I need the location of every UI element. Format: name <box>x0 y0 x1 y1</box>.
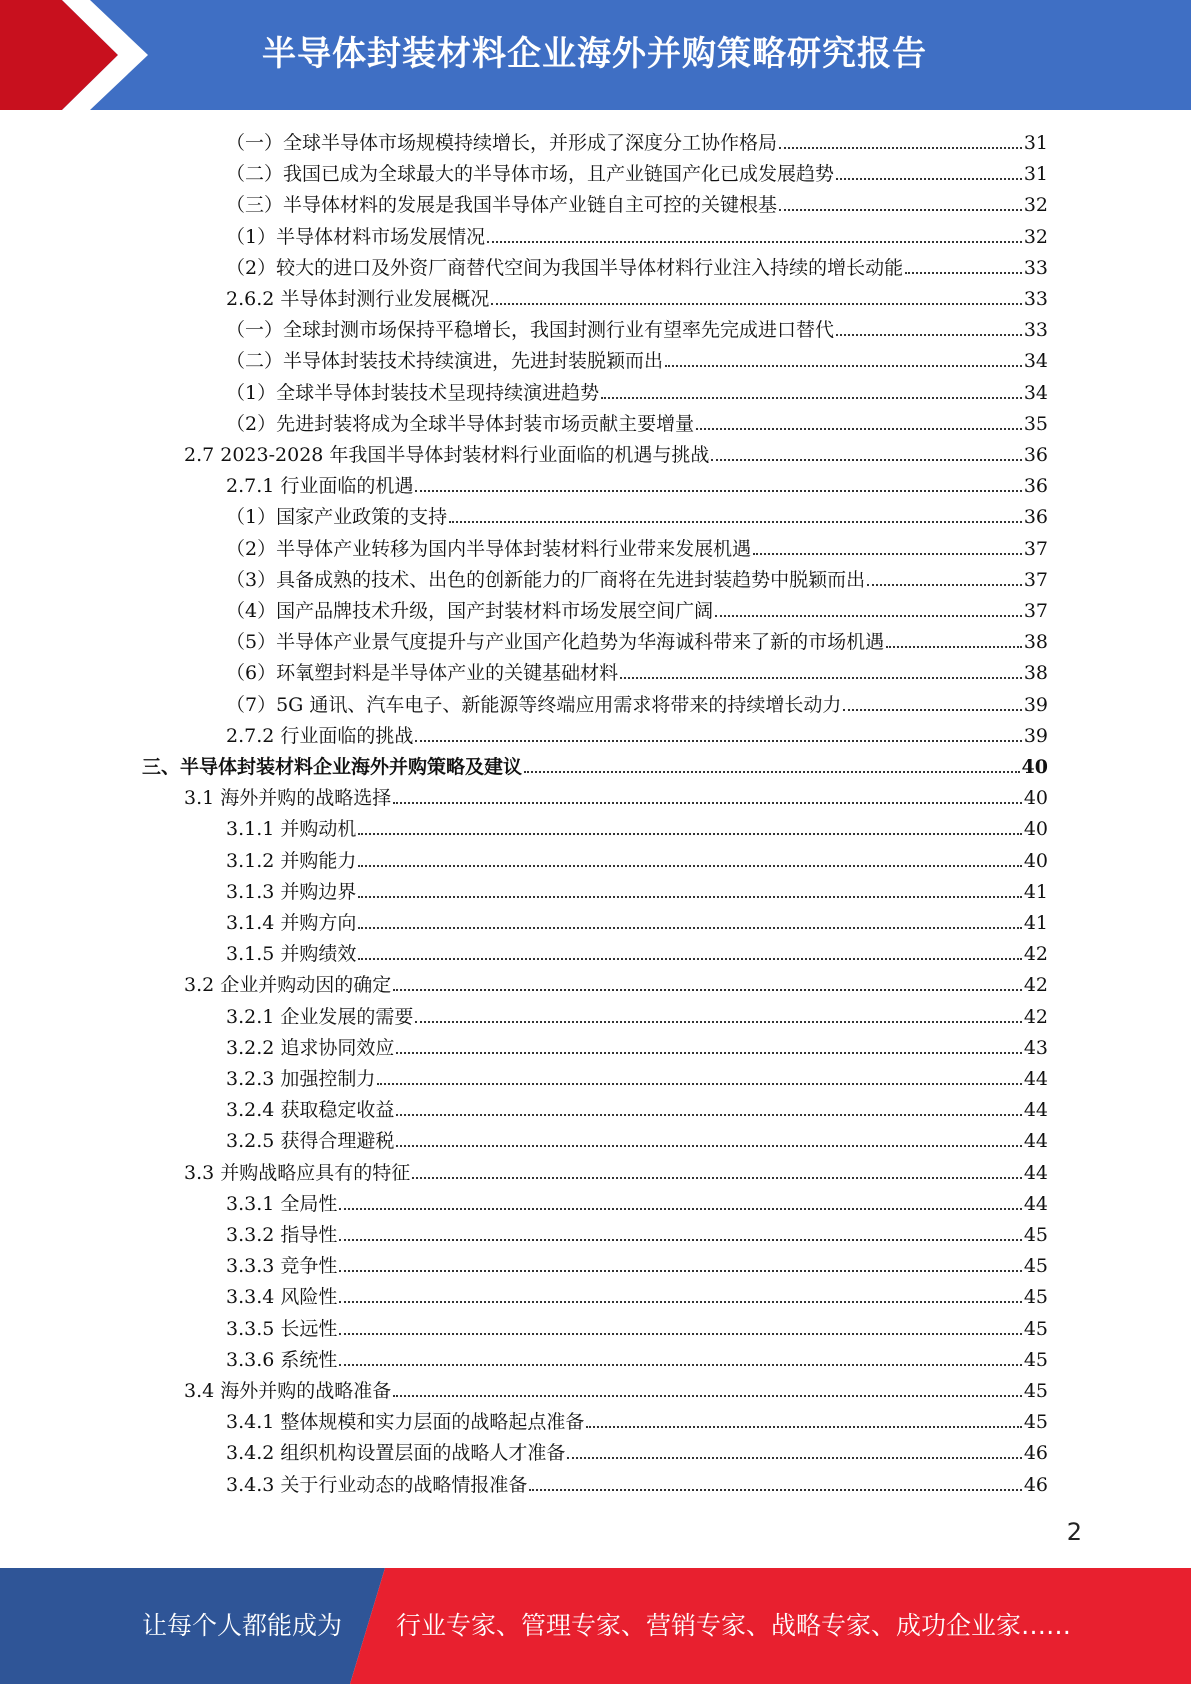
toc-entry[interactable] <box>184 1158 1048 1189</box>
toc-dot-leader <box>393 1394 1022 1397</box>
toc-entry-page: 42 <box>1023 1006 1048 1028</box>
toc-entry-page: 44 <box>1023 1068 1048 1090</box>
toc-entry-page: 34 <box>1023 350 1048 372</box>
toc-dot-leader <box>711 458 1021 461</box>
toc-entry[interactable] <box>184 783 1048 814</box>
toc-entry-title: 3.4 海外并购的战略准备 <box>184 1380 392 1402</box>
toc-entry-page: 37 <box>1023 538 1048 560</box>
toc-entry[interactable] <box>184 970 1048 1001</box>
toc-entry-page: 42 <box>1023 943 1048 965</box>
toc-dot-leader <box>339 1207 1021 1210</box>
toc-dot-leader <box>836 333 1022 336</box>
toc-entry[interactable] <box>226 378 1048 409</box>
toc-entry-title: 2.7 2023-2028 年我国半导体封装材料行业面临的机遇与挑战 <box>184 444 710 466</box>
toc-entry-page: 32 <box>1023 194 1048 216</box>
toc-entry[interactable] <box>226 409 1048 440</box>
toc-entry[interactable] <box>226 658 1048 689</box>
toc-dot-leader <box>905 271 1022 274</box>
footer-slogan-left: 让每个人都能成为 <box>142 1611 343 1640</box>
toc-entry[interactable] <box>226 846 1048 877</box>
toc-entry[interactable] <box>226 1470 1048 1501</box>
toc-dot-leader <box>487 240 1022 243</box>
toc-entry-title: 3.2.1 企业发展的需要 <box>226 1006 414 1028</box>
toc-entry-title: 3.3.1 全局性 <box>226 1193 338 1215</box>
toc-entry[interactable] <box>226 284 1048 315</box>
toc-entry-title: （一）全球封测市场保持平稳增长，我国封测行业有望率先完成进口替代 <box>226 319 835 341</box>
toc-dot-leader <box>715 614 1022 617</box>
toc-entry-title: （5）半导体产业景气度提升与产业国产化趋势为华海诚科带来了新的市场机遇 <box>226 631 885 653</box>
header-arrow-decoration <box>0 0 160 110</box>
toc-entry-page: 39 <box>1023 694 1048 716</box>
toc-entry[interactable] <box>226 1345 1048 1376</box>
report-title: 半导体封装材料企业海外并购策略研究报告 <box>262 34 927 74</box>
page-number: 2 <box>1066 1518 1082 1546</box>
toc-dot-leader <box>396 1144 1021 1147</box>
toc-dot-leader <box>339 1269 1021 1272</box>
toc-entry-title: 3.1.1 并购动机 <box>226 818 357 840</box>
toc-entry[interactable] <box>226 534 1048 565</box>
toc-entry-page: 35 <box>1023 413 1048 435</box>
toc-entry-title: 2.7.1 行业面临的机遇 <box>226 475 414 497</box>
toc-entry[interactable] <box>226 1095 1048 1126</box>
toc-dot-leader <box>601 396 1022 399</box>
toc-entry[interactable] <box>226 1002 1048 1033</box>
toc-entry-title: （3）具备成熟的技术、出色的创新能力的厂商将在先进封装趋势中脱颖而出 <box>226 569 866 591</box>
toc-entry-title: （4）国产品牌技术升级，国产封装材料市场发展空间广阔 <box>226 600 714 622</box>
toc-entry-title: 3.3.2 指导性 <box>226 1224 338 1246</box>
toc-entry-title: 3.2.5 获得合理避税 <box>226 1130 395 1152</box>
toc-entry-page: 40 <box>1021 756 1048 778</box>
toc-entry[interactable] <box>226 939 1048 970</box>
toc-dot-leader <box>339 1300 1021 1303</box>
toc-entry-title: 3.2.4 获取稳定收益 <box>226 1099 395 1121</box>
toc-dot-leader <box>753 552 1022 555</box>
toc-dot-leader <box>358 926 1021 929</box>
toc-entry[interactable] <box>226 596 1048 627</box>
toc-dot-leader <box>665 364 1022 367</box>
toc-entry-page: 44 <box>1023 1162 1048 1184</box>
toc-dot-leader <box>358 957 1021 960</box>
toc-dot-leader <box>358 895 1021 898</box>
toc-entry[interactable] <box>226 1407 1048 1438</box>
toc-entry-page: 41 <box>1023 881 1048 903</box>
toc-entry[interactable] <box>226 471 1048 502</box>
toc-dot-leader <box>696 427 1022 430</box>
toc-entry[interactable] <box>226 253 1048 284</box>
toc-entry-title: 3.4.2 组织机构设置层面的战略人才准备 <box>226 1442 566 1464</box>
toc-entry-title: （三）半导体材料的发展是我国半导体产业链自主可控的关键根基 <box>226 194 778 216</box>
toc-entry-page: 34 <box>1023 382 1048 404</box>
toc-dot-leader <box>415 489 1021 492</box>
toc-entry[interactable] <box>184 1376 1048 1407</box>
toc-entry[interactable] <box>184 440 1048 471</box>
footer-slogan-right: 行业专家、管理专家、营销专家、战略专家、成功企业家…… <box>396 1611 1072 1640</box>
toc-entry-title: （7）5G 通讯、汽车电子、新能源等终端应用需求将带来的持续增长动力 <box>226 694 842 716</box>
toc-entry-title: 3.1.5 并购绩效 <box>226 943 357 965</box>
toc-entry-page: 42 <box>1023 974 1048 996</box>
toc-entry-page: 44 <box>1023 1099 1048 1121</box>
toc-dot-leader <box>412 1176 1022 1179</box>
toc-entry[interactable] <box>226 159 1048 190</box>
toc-entry-page: 43 <box>1023 1037 1048 1059</box>
toc-dot-leader <box>449 520 1022 523</box>
toc-entry[interactable] <box>226 128 1048 159</box>
toc-entry-page: 36 <box>1023 506 1048 528</box>
toc-entry-title: 3.2.3 加强控制力 <box>226 1068 376 1090</box>
toc-entry-title: （1）半导体材料市场发展情况 <box>226 226 486 248</box>
toc-dot-leader <box>415 739 1021 742</box>
toc-dot-leader <box>377 1082 1021 1085</box>
toc-entry-page: 38 <box>1023 662 1048 684</box>
toc-dot-leader <box>396 1051 1021 1054</box>
toc-dot-leader <box>529 1488 1021 1491</box>
toc-entry[interactable] <box>226 190 1048 221</box>
toc-entry[interactable] <box>226 721 1048 752</box>
toc-dot-leader <box>567 1456 1021 1459</box>
toc-entry[interactable] <box>226 1033 1048 1064</box>
toc-entry-title: （一）全球半导体市场规模持续增长，并形成了深度分工协作格局 <box>226 132 778 154</box>
toc-entry[interactable] <box>226 690 1048 721</box>
toc-entry-page: 33 <box>1023 257 1048 279</box>
toc-entry[interactable] <box>226 1282 1048 1313</box>
toc-dot-leader <box>779 208 1022 211</box>
toc-dot-leader <box>396 1113 1021 1116</box>
toc-dot-leader <box>586 1425 1021 1428</box>
toc-entry[interactable] <box>226 346 1048 377</box>
toc-entry-page: 45 <box>1023 1411 1048 1433</box>
toc-entry-page: 46 <box>1023 1442 1048 1464</box>
toc-entry-page: 45 <box>1023 1318 1048 1340</box>
toc-dot-leader <box>524 770 1020 773</box>
toc-entry-page: 40 <box>1023 787 1048 809</box>
toc-dot-leader <box>886 645 1022 648</box>
toc-entry-page: 37 <box>1023 569 1048 591</box>
toc-dot-leader <box>836 177 1022 180</box>
toc-entry-page: 39 <box>1023 725 1048 747</box>
toc-dot-leader <box>620 676 1022 679</box>
toc-entry-page: 37 <box>1023 600 1048 622</box>
toc-entry[interactable] <box>226 1438 1048 1469</box>
toc-dot-leader <box>393 988 1022 991</box>
toc-entry-title: 3.1 海外并购的战略选择 <box>184 787 392 809</box>
toc-entry-title: 3.4.1 整体规模和实力层面的战略起点准备 <box>226 1411 585 1433</box>
toc-entry-title: 2.7.2 行业面临的挑战 <box>226 725 414 747</box>
toc-entry[interactable] <box>226 565 1048 596</box>
toc-entry-page: 33 <box>1023 319 1048 341</box>
toc-entry[interactable] <box>226 908 1048 939</box>
toc-entry-title: （2）较大的进口及外资厂商替代空间为我国半导体材料行业注入持续的增长动能 <box>226 257 904 279</box>
toc-entry[interactable] <box>226 1251 1048 1282</box>
toc-dot-leader <box>867 583 1022 586</box>
toc-dot-leader <box>339 1332 1021 1335</box>
toc-entry-title: （2）先进封装将成为全球半导体封装市场贡献主要增量 <box>226 413 695 435</box>
toc-entry-page: 44 <box>1023 1193 1048 1215</box>
toc-entry[interactable] <box>226 814 1048 845</box>
toc-entry[interactable] <box>226 877 1048 908</box>
toc-entry-title: （二）半导体封装技术持续演进，先进封装脱颖而出 <box>226 350 664 372</box>
toc-entry-page: 46 <box>1023 1474 1048 1496</box>
toc-entry-page: 44 <box>1023 1130 1048 1152</box>
page-header <box>0 0 1191 110</box>
page-footer <box>0 1568 1191 1684</box>
toc-entry-title: （6）环氧塑封料是半导体产业的关键基础材料 <box>226 662 619 684</box>
toc-entry-page: 45 <box>1023 1286 1048 1308</box>
toc-entry-title: 2.6.2 半导体封测行业发展概况 <box>226 288 490 310</box>
toc-entry-title: 3.4.3 关于行业动态的战略情报准备 <box>226 1474 528 1496</box>
toc-entry-page: 45 <box>1023 1380 1048 1402</box>
toc-entry-page: 36 <box>1023 444 1048 466</box>
toc-entry-title: 3.3 并购战略应具有的特征 <box>184 1162 411 1184</box>
toc-entry[interactable] <box>226 1064 1048 1095</box>
toc-dot-leader <box>393 801 1022 804</box>
toc-dot-leader <box>779 146 1022 149</box>
toc-entry[interactable] <box>226 315 1048 346</box>
toc-entry-page: 40 <box>1023 818 1048 840</box>
toc-entry[interactable] <box>226 1126 1048 1157</box>
toc-dot-leader <box>843 708 1021 711</box>
toc-entry[interactable] <box>226 627 1048 658</box>
toc-entry-page: 41 <box>1023 912 1048 934</box>
toc-entry-title: 3.3.4 风险性 <box>226 1286 338 1308</box>
toc-dot-leader <box>339 1238 1021 1241</box>
toc-entry-page: 36 <box>1023 475 1048 497</box>
toc-entry[interactable] <box>226 1314 1048 1345</box>
toc-dot-leader <box>491 302 1021 305</box>
toc-entry[interactable] <box>226 1220 1048 1251</box>
toc-entry[interactable] <box>226 222 1048 253</box>
toc-entry[interactable] <box>226 1189 1048 1220</box>
toc-entry-title: 3.3.6 系统性 <box>226 1349 338 1371</box>
toc-entry-page: 40 <box>1023 850 1048 872</box>
toc-entry[interactable] <box>226 502 1048 533</box>
toc-dot-leader <box>415 1020 1021 1023</box>
toc-entry-title: 3.2 企业并购动因的确定 <box>184 974 392 996</box>
toc-entry-title: 3.3.5 长远性 <box>226 1318 338 1340</box>
toc-entry-title: 3.1.4 并购方向 <box>226 912 357 934</box>
toc-entry-page: 38 <box>1023 631 1048 653</box>
toc-entry-page: 33 <box>1023 288 1048 310</box>
toc-entry-title: （1）全球半导体封装技术呈现持续演进趋势 <box>226 382 600 404</box>
toc-entry-title: 3.1.2 并购能力 <box>226 850 357 872</box>
toc-entry-title: 3.2.2 追求协同效应 <box>226 1037 395 1059</box>
toc-entry-page: 45 <box>1023 1349 1048 1371</box>
toc-entry-page: 45 <box>1023 1255 1048 1277</box>
toc-dot-leader <box>358 832 1021 835</box>
toc-entry-page: 45 <box>1023 1224 1048 1246</box>
toc-entry-title: 三、半导体封装材料企业海外并购策略及建议 <box>142 756 523 778</box>
toc-entry-title: 3.3.3 竞争性 <box>226 1255 338 1277</box>
toc-entry-title: （2）半导体产业转移为国内半导体封装材料行业带来发展机遇 <box>226 538 752 560</box>
toc-dot-leader <box>339 1363 1021 1366</box>
toc-entry-page: 31 <box>1023 163 1048 185</box>
toc-dot-leader <box>358 864 1021 867</box>
toc-entry-title: （1）国家产业政策的支持 <box>226 506 448 528</box>
toc-entry-page: 32 <box>1023 226 1048 248</box>
toc-entry-page: 31 <box>1023 132 1048 154</box>
toc-entry[interactable] <box>142 752 1048 783</box>
toc-entry-title: 3.1.3 并购边界 <box>226 881 357 903</box>
toc-entry-title: （二）我国已成为全球最大的半导体市场，且产业链国产化已成发展趋势 <box>226 163 835 185</box>
